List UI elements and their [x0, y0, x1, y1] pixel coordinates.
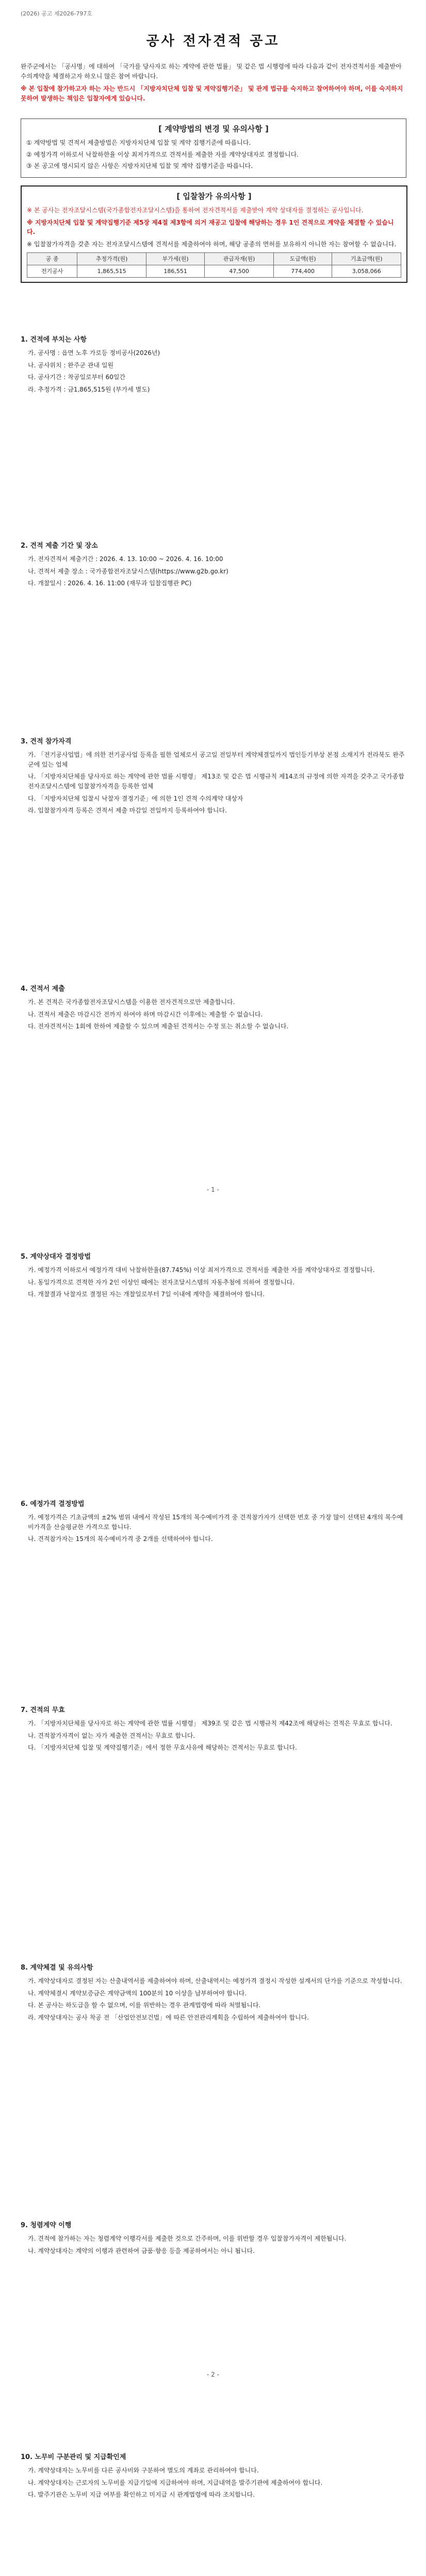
notice-section [21, 2447, 405, 2502]
intro-block [21, 62, 405, 106]
section-item: 가. 계약상대자로 결정된 자는 산출내역서를 제출하여야 하며, 산출내역서는 예정가격 결정시 작성한 설계서의 단가를 기준으로 작성합니다. [28, 1977, 402, 1985]
notice-section [21, 2215, 405, 2258]
section-item: 가. 계약상대자는 노무비를 다른 공사비와 구분하여 별도의 계좌로 관리하여야 합니다. [28, 2467, 259, 2475]
section-item: 가. 「지방자치단체를 당사자로 하는 계약에 관한 법률 시행령」 제39조 및 같은 법 시행규칙 제42조에 해당하는 견적은 무효로 합니다. [28, 1720, 392, 1727]
notice-section [21, 536, 405, 591]
attention-line-3: ※ 입찰참가자격을 갖춘 자는 전자조달시스템에 견적서를 제출하여야 하며, 해당 공종의 면허를 보유하지 아니한 자는 참여할 수 없습니다. [27, 241, 397, 248]
section-heading: 7. 견적의 무효 [21, 1706, 65, 1714]
section-item: 가. 예정가격 이하로서 예정가격 대비 낙찰하한율(87.745%) 이상 최저가격으로 견적서를 제출한 자를 계약상대자로 결정합니다. [28, 1266, 375, 1274]
section-item: 라. 계약상대자는 공사 착공 전 「산업안전보건법」에 따른 안전관리계획을 수립하여 제출하여야 합니다. [28, 2013, 309, 2021]
cost-header-cell: 기초금액(원) [332, 252, 401, 265]
section-item: 다. 개찰결과 낙찰자로 결정된 자는 개찰일로부터 7일 이내에 계약을 체결하여야 합니다. [28, 1291, 265, 1298]
cost-cell: 774,400 [273, 265, 332, 277]
page-marker: - 2 - [207, 2371, 219, 2378]
section-item: 라. 입찰참가자격 등록은 견적서 제출 마감일 전일까지 등록하여야 합니다. [28, 807, 227, 815]
contract-method-line-1: ① 계약방법 및 견적서 제출방법은 지방자치단체 입찰 및 계약 집행기준에 따릅니다. [26, 139, 251, 147]
section-item: 나. 견적서 제출은 마감시간 전까지 하여야 하며 마감시간 이후에는 제출할 수 없습니다. [28, 1010, 263, 1018]
notice-section [21, 1958, 405, 2025]
notice-section [21, 732, 405, 818]
section-item: 가. 견적에 참가하는 자는 청렴계약 이행각서를 제출한 것으로 간주하며, 이를 위반할 경우 입찰참가자격이 제한됩니다. [28, 2235, 347, 2243]
section-item: 다. 발주기관은 노무비 지급 여부를 확인하고 미지급 시 관계법령에 따라 조치합니다. [28, 2491, 255, 2499]
notice-section [21, 330, 405, 397]
cost-cell: 1,865,515 [77, 265, 146, 277]
contract-method-line-2: ② 예정가격 이하로서 낙찰하한율 이상 최저가격으로 견적서를 제출한 자를 계약상대자로 결정합니다. [26, 150, 299, 158]
section-item: 가. 전자견적서 제출기간 : 2026. 4. 13. 10:00 ~ 2026. 4. 16. 10:00 [28, 555, 223, 563]
section-item: 나. 계약상대자는 계약의 이행과 관련하여 금품·향응 등을 제공하여서는 아니 됩니다. [28, 2247, 255, 2255]
section-item: 다. 「지방자치단체 입찰시 낙찰자 결정기준」에 의한 1인 견적 수의계약 대상자 [28, 794, 243, 802]
notice-section [21, 1494, 405, 1547]
section-item: 다. 전자견적서는 1회에 한하여 제출할 수 있으며 제출된 견적서는 수정 또는 취소할 수 없습니다. [28, 1023, 289, 1030]
attention-line-1: ※ 본 공사는 전자조달시스템(국가종합전자조달시스템)을 통하여 전자견적서를 제출받아 계약 상대자를 결정하는 공사입니다. [27, 207, 364, 214]
table-row [27, 265, 401, 277]
notice-section [21, 1247, 405, 1302]
section-heading: 5. 계약상대자 결정방법 [21, 1253, 91, 1261]
section-heading: 4. 견적서 제출 [21, 985, 65, 993]
section-item: 다. 「지방자치단체 입찰 및 계약집행기준」에서 정한 무효사유에 해당하는 견적서는 무효로 합니다. [28, 1744, 297, 1752]
cost-cell: 47,500 [205, 265, 274, 277]
section-item: 나. 공사위치 : 완주군 관내 일원 [28, 361, 114, 369]
attention-box [21, 185, 407, 283]
section-heading: 10. 노무비 구분관리 및 지급확인제 [21, 2453, 126, 2461]
section-heading: 6. 예정가격 결정방법 [21, 1500, 85, 1508]
cost-cell: 3,058,066 [332, 265, 401, 277]
section-item: 나. 견적참가자격이 없는 자가 제출한 견적서는 무효로 합니다. [28, 1732, 195, 1739]
cost-cell: 전기공사 [27, 265, 77, 277]
cost-table-header [27, 252, 401, 265]
cost-table [27, 252, 401, 278]
section-heading: 9. 청렴계약 이행 [21, 2222, 72, 2229]
section-item: 나. 견적서 제출 장소 : 국가종합전자조달시스템(https://www.g2b.go.kr) [28, 567, 228, 575]
attention-title: [ 입찰참가 유의사항 ] [176, 192, 252, 201]
section-item: 나. 계약상대자는 근로자의 노무비를 지급기일에 지급하여야 하며, 지급내역을 발주기관에 제출하여야 합니다. [28, 2479, 323, 2486]
section-item: 나. 계약체결시 계약보증금은 계약금액의 100분의 10 이상을 납부하여야 합니다. [28, 1989, 247, 1997]
cost-header-cell: 도급액(원) [273, 252, 332, 265]
section-heading: 8. 계약체결 및 유의사항 [21, 1964, 93, 1972]
section-item: 가. 「전기공사업법」에 의한 전기공사업 등록을 필한 업체로서 공고일 전일부터 계약체결일까지 법인등기부상 본점 소재지가 전라북도 완주군에 있는 업체 [28, 751, 405, 768]
section-item: 다. 본 공사는 하도급을 할 수 없으며, 이를 위반하는 경우 관계법령에 따라 처벌됩니다. [28, 2002, 261, 2009]
section-heading: 2. 견적 제출 기간 및 장소 [21, 542, 98, 550]
contract-method-line-3: ③ 본 공고에 명시되지 않은 사항은 지방자치단체 입찰 및 계약 집행기준을 따릅니다. [26, 162, 253, 170]
notice-section [21, 979, 405, 1034]
section-item: 다. 개찰일시 : 2026. 4. 16. 11:00 (재무과 입찰집행관 PC) [28, 580, 192, 587]
intro-paragraph-2: ※ 본 입찰에 참가하고자 하는 자는 반드시 「지방자치단체 입찰 및 계약집행기준」 및 관계 법규를 숙지하고 참여하여야 하며, 이를 숙지하지 못하여 발생하는 책임은 입찰자에게 있습니다. [21, 85, 403, 102]
section-heading: 1. 견적에 부치는 사항 [21, 336, 87, 344]
section-item: 나. 동일가격으로 견적한 자가 2인 이상인 때에는 전자조달시스템의 자동추첨에 의하여 결정합니다. [28, 1278, 295, 1286]
section-item: 가. 예정가격은 기초금액의 ±2% 범위 내에서 작성된 15개의 복수예비가격 중 견적참가자가 선택한 번호 중 가장 많이 선택된 4개의 복수예비가격을 산술평균한 가격으로 합니다. [28, 1514, 403, 1531]
attention-line-2: ※ 지방자치단체 입찰 및 계약집행기준 제5장 제4절 제3항에 의거 재공고 입찰에 해당하는 경우 1인 견적으로 계약을 체결할 수 있습니다. [27, 218, 394, 236]
page-title: 공사 전자견적 공고 [146, 33, 280, 49]
section-item: 나. 「지방자치단체를 당사자로 하는 계약에 관한 법률 시행령」 제13조 및 같은 법 시행규칙 제14조의 규정에 의한 자격을 갖추고 국가종합전자조달시스템에 입찰참가자격을 등록한 업체 [28, 773, 404, 790]
section-item: 나. 견적참가자는 15개의 복수예비가격 중 2개를 선택하여야 합니다. [28, 1535, 213, 1543]
section-item: 라. 추정가격 : 금1,865,515원 (부가세 별도) [28, 385, 150, 393]
contract-method-box [21, 118, 406, 178]
page-marker: - 1 - [207, 1186, 219, 1193]
cost-header-cell: 추정가격(원) [77, 252, 146, 265]
contract-method-title: [ 계약방법의 변경 및 유의사항 ] [158, 124, 269, 133]
cost-header-cell: 공 종 [27, 252, 77, 265]
notice-section [21, 1700, 405, 1755]
cost-header-cell: 관급자재(원) [205, 252, 274, 265]
section-item: 다. 공사기간 : 착공일로부터 60일간 [28, 374, 126, 381]
section-item: 가. 공사명 : 읍면 노후 가로등 정비공사(2026년) [28, 349, 160, 357]
cost-header-cell: 부가세(원) [146, 252, 204, 265]
intro-paragraph-1: 완주군에서는 「공사명」에 대하여 「국가를 당사자로 하는 계약에 관한 법률」 및 같은 법 시행령에 따라 다음과 같이 전자견적서를 제출받아 수의계약을 체결하고자 하오니 많은 참여 바랍니다. [21, 63, 402, 80]
section-item: 가. 본 견적은 국가종합전자조달시스템을 이용한 전자견적으로만 제출합니다. [28, 998, 235, 1006]
notice-number: (2026) 공고 제2026-797호 [21, 10, 93, 17]
section-heading: 3. 견적 참가자격 [21, 738, 72, 745]
cost-cell: 186,551 [146, 265, 204, 277]
